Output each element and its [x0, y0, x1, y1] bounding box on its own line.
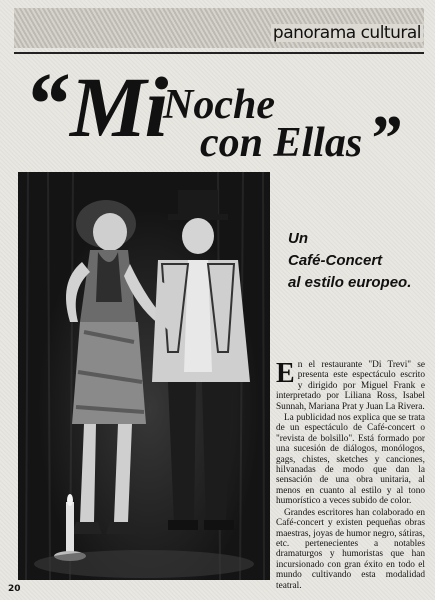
- subtitle-line-2: Café-Concert: [288, 252, 383, 269]
- article-paragraph: [276, 360, 425, 412]
- title-line-1: Noche: [163, 82, 275, 128]
- performers-photo-illustration: [18, 172, 270, 580]
- article-paragraph: Grandes escritores han colaborado en Café-concert y existen pequeñas obras maestras, joyas de humor negro, sátiras, etc. pertenecientes a notables dramaturgos y humoristas que han incursionado con gran éxito en todo el mundo cultivando esta modalidad teatral.: [276, 507, 425, 591]
- title-quote-close: ”: [368, 102, 401, 175]
- header-rule: [14, 52, 424, 54]
- title-quote-open: “: [24, 55, 69, 154]
- section-label: panorama cultural: [272, 23, 421, 43]
- page-number: 20: [8, 584, 21, 594]
- subtitle-line-3: al estilo europeo.: [288, 274, 412, 291]
- title-line-2: con Ellas: [200, 120, 363, 166]
- article-paragraph: La publicidad nos explica que se trata de un espectáculo de Café-concert o "revista de bolsillo". Está formado por una sucesión de diálogos, monólogos, gags, chistes, sketches y canciones, hilvanadas de modo que dan la sensación de una obra unitaria, al menos en cuanto al estilo y al tono humorístico a veces subido de color.: [276, 413, 425, 507]
- article-body: [276, 358, 425, 591]
- article-subtitle: [288, 228, 423, 294]
- subtitle-line-1: Un: [288, 230, 308, 247]
- title-mi: Mi: [70, 59, 167, 155]
- paragraph-text: n el restaurante "Di Trevi" se presenta este espectáculo escrito y dirigido por Miguel Frank e interpretado por Liliana Ross, Isabel Sunnah, Mariana Prat y Juan La Rivera.: [276, 360, 425, 412]
- drop-cap: E: [276, 358, 295, 389]
- stage-photo: [18, 172, 270, 580]
